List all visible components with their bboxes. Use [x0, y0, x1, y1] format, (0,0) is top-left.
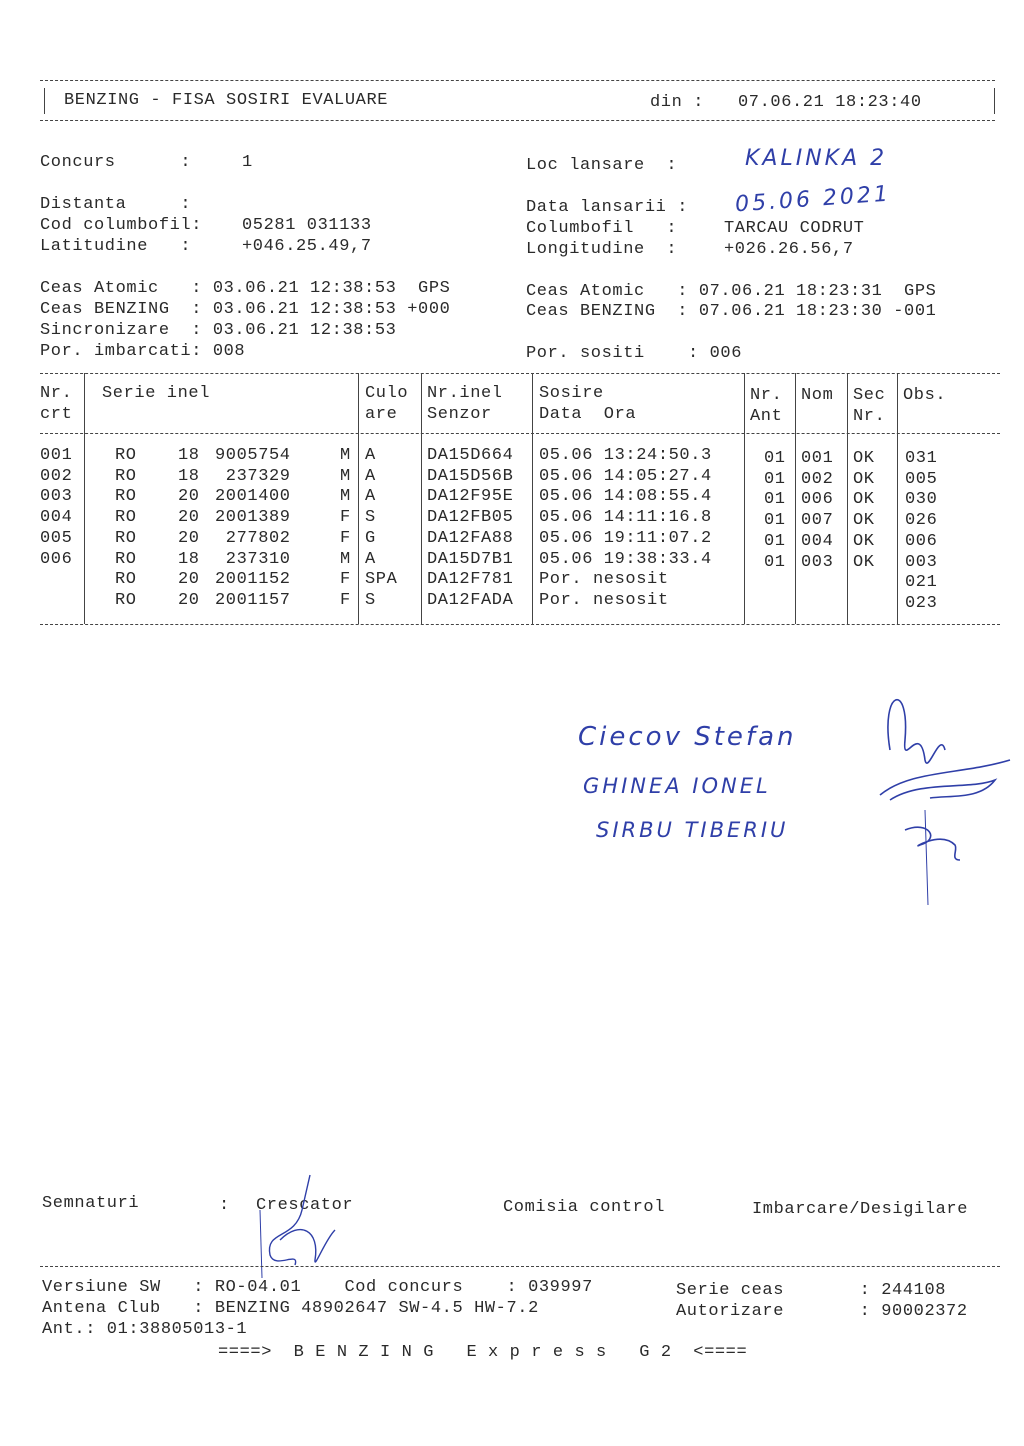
header-bottom-border	[40, 120, 995, 121]
table-bottom-border	[40, 624, 1000, 625]
crescator-signature-stroke-2	[280, 1230, 335, 1262]
row-sensor: DA12F781	[427, 570, 514, 590]
row-year: 18	[178, 549, 200, 569]
footer-line-1-left: Versiune SW : RO-04.01 Cod concurs : 039997	[42, 1278, 593, 1297]
signature-scribble-1	[888, 700, 945, 763]
footer-line-2-right: Autorizare : 90002372	[676, 1302, 968, 1321]
crescator-signature-stroke-3	[260, 1210, 262, 1278]
crescator-label: Crescator	[256, 1196, 354, 1215]
row-sex: M	[340, 446, 351, 465]
row-sensor: DA15D7B1	[427, 549, 514, 569]
row-arrival: 05.06 19:38:33.4	[539, 549, 712, 569]
columbofil-label: Columbofil :	[526, 219, 678, 238]
row-obs: 030	[905, 490, 938, 510]
comisia-label: Comisia control	[503, 1198, 666, 1217]
longitudine-label: Longitudine :	[526, 240, 678, 259]
row-year: 18	[178, 446, 200, 465]
row-ring-number: 9005754	[215, 446, 291, 465]
handwritten-name-3: SIRBU TIBERIU	[596, 818, 789, 842]
row-antenna: 01	[764, 449, 786, 468]
row-obs: 023	[905, 593, 938, 613]
row-sec: OK	[853, 552, 875, 572]
row-year: 20	[178, 570, 200, 590]
concurs-label: Concurs :	[40, 153, 192, 172]
row-antenna: 01	[764, 490, 786, 510]
row-arrival: 05.06 14:08:55.4	[539, 487, 712, 507]
row-nr: 006	[40, 549, 73, 569]
row-country: RO	[115, 466, 137, 486]
row-country: RO	[115, 508, 137, 528]
row-ring-number: 2001389	[215, 508, 291, 528]
row-country: RO	[115, 487, 137, 507]
header-right-border	[994, 88, 995, 114]
row-sex: M	[340, 549, 351, 569]
row-color: A	[365, 549, 376, 569]
semnaturi-label: Semnaturi	[42, 1194, 140, 1213]
col-sep-nr	[84, 373, 85, 624]
clock-right-4: Por. sositi : 006	[526, 344, 743, 363]
row-sensor: DA12FB05	[427, 508, 514, 528]
crescator-signature	[240, 1170, 350, 1280]
row-arrival: Por. nesosit	[539, 570, 669, 590]
row-year: 20	[178, 508, 200, 528]
row-nom: 006	[801, 490, 834, 510]
row-country: RO	[115, 570, 137, 590]
row-sensor: DA12FA88	[427, 528, 514, 548]
header-nr-2: crt	[40, 405, 73, 424]
row-nr: 003	[40, 487, 73, 507]
row-nr: 004	[40, 508, 73, 528]
row-sex: M	[340, 466, 351, 486]
row-color: A	[365, 487, 376, 507]
distanta-label: Distanta :	[40, 195, 192, 214]
header-serie: Serie inel	[102, 384, 211, 403]
clock-left-2: Ceas BENZING : 03.06.21 12:38:53 +000	[40, 300, 451, 319]
row-ring-number: 2001157	[215, 590, 291, 610]
header-culoare-1: Culo	[365, 384, 409, 403]
table-header-separator	[40, 433, 1000, 434]
row-sex: M	[340, 487, 351, 507]
header-nrant-1: Nr.	[750, 386, 783, 405]
row-nom: 002	[801, 469, 834, 489]
row-antenna: 01	[764, 552, 786, 572]
header-nr-1: Nr.	[40, 384, 73, 403]
row-year: 20	[178, 590, 200, 610]
row-nom: 003	[801, 552, 834, 572]
row-arrival: Por. nesosit	[539, 590, 669, 610]
row-sensor: DA15D664	[427, 446, 514, 465]
row-nom: 007	[801, 511, 834, 531]
row-color: S	[365, 508, 376, 528]
row-obs: 021	[905, 573, 938, 593]
clock-right-2: Ceas BENZING : 07.06.21 18:23:30 -001	[526, 302, 937, 321]
col-sep-ant	[795, 373, 796, 624]
header-nrinel-2: Senzor	[427, 405, 492, 424]
col-sep-senzor	[532, 373, 533, 624]
header-left-border	[44, 88, 45, 114]
row-color: S	[365, 590, 376, 610]
row-ring-number: 2001152	[215, 570, 291, 590]
header-obs: Obs.	[903, 386, 947, 405]
table-top-border	[40, 373, 1000, 374]
concurs-value: 1	[242, 153, 253, 172]
cod-columbofil-value: 05281 031133	[242, 216, 372, 235]
row-obs: 005	[905, 469, 938, 489]
signature-scribble-2	[880, 760, 1010, 800]
row-antenna: 01	[764, 531, 786, 551]
header-sec-1: Sec	[853, 386, 886, 405]
loc-lansare-label: Loc lansare :	[526, 156, 678, 175]
row-color: G	[365, 528, 376, 548]
signature-scribble-3	[905, 827, 960, 860]
row-sex: F	[340, 590, 351, 610]
row-obs: 003	[905, 552, 938, 572]
row-country: RO	[115, 446, 137, 465]
row-arrival: 05.06 19:11:07.2	[539, 528, 712, 548]
row-country: RO	[115, 528, 137, 548]
row-obs: 031	[905, 449, 938, 468]
clock-left-1: Ceas Atomic : 03.06.21 12:38:53 GPS	[40, 279, 451, 298]
row-arrival: 05.06 14:05:27.4	[539, 466, 712, 486]
row-ring-number: 277802	[215, 528, 291, 548]
row-obs: 026	[905, 511, 938, 531]
header-nom: Nom	[801, 386, 834, 405]
row-sec: OK	[853, 449, 875, 468]
header-nrant-2: Ant	[750, 407, 783, 426]
row-year: 18	[178, 466, 200, 486]
din-label: din :	[650, 93, 705, 112]
columbofil-value: TARCAU CODRUT	[724, 219, 865, 238]
row-year: 20	[178, 487, 200, 507]
col-sep-nom	[847, 373, 848, 624]
row-arrival: 05.06 14:11:16.8	[539, 508, 712, 528]
row-sensor: DA12FADA	[427, 590, 514, 610]
cod-columbofil-label: Cod columbofil:	[40, 216, 203, 235]
col-sep-serie	[358, 373, 359, 624]
header-sosire-1: Sosire	[539, 384, 604, 403]
col-sep-culoare	[421, 373, 422, 624]
row-sec: OK	[853, 531, 875, 551]
footer-banner: ====> B E N Z I N G E x p r e s s G 2 <====	[218, 1343, 748, 1362]
row-ring-number: 2001400	[215, 487, 291, 507]
row-ring-number: 237329	[215, 466, 291, 486]
row-sex: F	[340, 528, 351, 548]
row-sec: OK	[853, 469, 875, 489]
din-value: 07.06.21 18:23:40	[738, 93, 922, 112]
crescator-signature-stroke-1	[269, 1175, 310, 1265]
row-sex: F	[340, 570, 351, 590]
row-nr: 005	[40, 528, 73, 548]
header-top-border	[40, 80, 995, 81]
row-sec: OK	[853, 511, 875, 531]
row-sex: F	[340, 508, 351, 528]
clock-left-3: Sincronizare : 03.06.21 12:38:53	[40, 321, 397, 340]
row-country: RO	[115, 590, 137, 610]
handwritten-data-lansarii: 05.06 2021	[734, 181, 892, 218]
row-nr: 001	[40, 446, 73, 465]
footer-separator	[40, 1266, 1000, 1267]
header-nrinel-1: Nr.inel	[427, 384, 503, 403]
signature-scribble-4	[925, 810, 928, 905]
row-country: RO	[115, 549, 137, 569]
semnaturi-colon: :	[219, 1196, 230, 1215]
col-sep-sosire	[744, 373, 745, 624]
document-title: BENZING - FISA SOSIRI EVALUARE	[64, 91, 389, 110]
handwritten-name-2: GHINEA IONEL	[583, 774, 771, 798]
header-culoare-2: are	[365, 405, 398, 424]
row-ring-number: 237310	[215, 549, 291, 569]
row-sec: OK	[853, 490, 875, 510]
row-nom: 001	[801, 449, 834, 468]
col-sep-sec	[897, 373, 898, 624]
latitudine-label: Latitudine :	[40, 237, 192, 256]
footer-line-1-right: Serie ceas : 244108	[676, 1281, 947, 1300]
row-nom: 004	[801, 531, 834, 551]
longitudine-value: +026.26.56,7	[724, 240, 854, 259]
row-nr: 002	[40, 466, 73, 486]
handwritten-name-1: Ciecov Stefan	[578, 722, 797, 752]
row-arrival: 05.06 13:24:50.3	[539, 446, 712, 465]
handwritten-loc-lansare: KALINKA 2	[745, 146, 888, 171]
footer-line-2-left: Antena Club : BENZING 48902647 SW-4.5 HW-7.2	[42, 1299, 539, 1318]
row-color: A	[365, 446, 376, 465]
clock-left-4: Por. imbarcati: 008	[40, 342, 246, 361]
row-color: SPA	[365, 570, 398, 590]
latitudine-value: +046.25.49,7	[242, 237, 372, 256]
signature-scribbles	[850, 680, 1020, 910]
row-antenna: 01	[764, 511, 786, 531]
row-year: 20	[178, 528, 200, 548]
row-sensor: DA12F95E	[427, 487, 514, 507]
imbarcare-label: Imbarcare/Desigilare	[752, 1200, 969, 1219]
footer-line-3: Ant.: 01:38805013-1	[42, 1320, 248, 1339]
row-antenna: 01	[764, 469, 786, 489]
row-color: A	[365, 466, 376, 486]
data-lansarii-label: Data lansarii :	[526, 198, 689, 217]
header-sec-2: Nr.	[853, 407, 886, 426]
row-sensor: DA15D56B	[427, 466, 514, 486]
row-obs: 006	[905, 531, 938, 551]
clock-right-1: Ceas Atomic : 07.06.21 18:23:31 GPS	[526, 282, 937, 301]
header-sosire-2: Data Ora	[539, 405, 637, 424]
